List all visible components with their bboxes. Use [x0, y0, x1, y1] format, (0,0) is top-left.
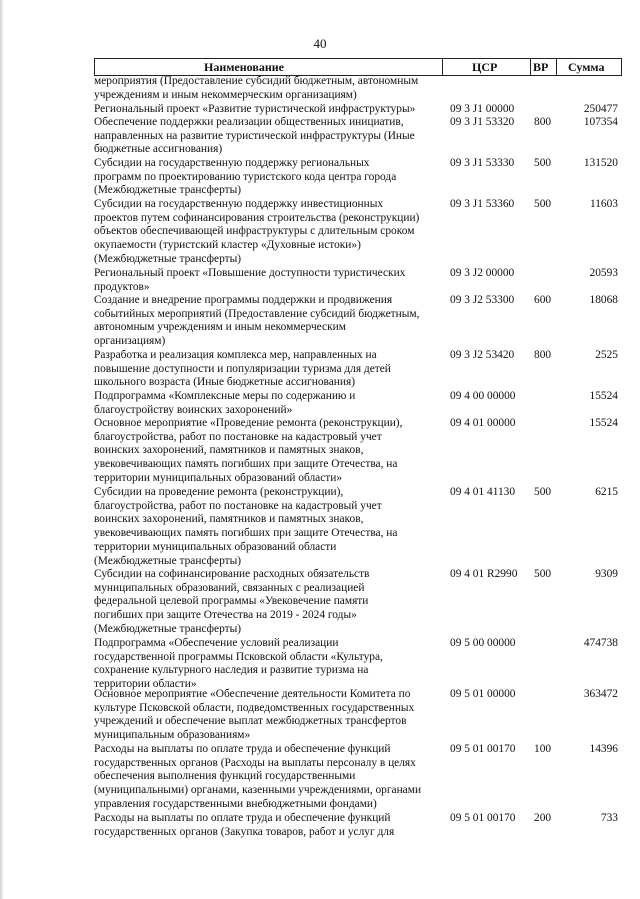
row-csr: 09 5 01 00000 — [450, 688, 516, 700]
header-csr: ЦСР — [472, 60, 498, 74]
row-csr: 09 4 01 00000 — [450, 417, 516, 429]
row-name: Основное мероприятие «Обеспечение деятельности Комитета по культуре Псковской области, подведомственных государственных учреждений и обеспечение выплат межбюджетных трансфертов муниципальным образованиям» — [94, 688, 415, 742]
column-divider — [94, 59, 95, 75]
row-sum: 15524 — [589, 417, 618, 429]
row-name: Расходы на выплаты по оплате труда и обеспечение функций государственных органов (Расходы на выплаты персоналу в целях обеспечения выполнения функций государственными (муниципальными) органами, казенными учреждениями, органами управления государственными внебюджетными фондами) — [94, 743, 422, 810]
row-vr: 500 — [534, 157, 552, 169]
column-divider — [556, 59, 557, 75]
row-vr: 500 — [534, 568, 552, 580]
header-name: Наименование — [204, 60, 284, 74]
row-csr: 09 3 J1 53330 — [450, 157, 515, 169]
row-csr: 09 5 00 00000 — [450, 637, 516, 649]
row-name: Подпрограмма «Комплексные меры по содержанию и благоустройству воинских захоронений» — [94, 390, 356, 416]
row-sum: 474738 — [583, 637, 618, 649]
row-name: Субсидии на государственную поддержку региональных программ по проектированию туристского кода центра города (Межбюджетные трансферты) — [94, 157, 397, 197]
row-name: мероприятия (Предоставление субсидий бюджетным, автономным учреждениям и иным некоммерческим организациям) — [94, 75, 419, 101]
header-vr: ВР — [533, 60, 549, 74]
row-name: Основное мероприятие «Проведение ремонта (реконструкции), благоустройства, работ по постановке на кадастровый учет воинских захоронений, памятников и памятных знаков, увековечивающих память погибших при защите Отечества, на территории муниципальных образований области» — [94, 417, 403, 484]
row-vr: 600 — [534, 294, 552, 306]
row-csr: 09 3 J1 53320 — [450, 116, 515, 128]
row-vr: 200 — [534, 812, 552, 824]
row-csr: 09 3 J2 53420 — [450, 349, 515, 361]
row-sum: 9309 — [595, 568, 618, 580]
row-csr: 09 5 01 00170 — [450, 812, 516, 824]
row-csr: 09 3 J2 53300 — [450, 294, 515, 306]
row-sum: 15524 — [589, 390, 618, 402]
row-sum: 18068 — [589, 294, 618, 306]
scan-edge-shadow — [0, 0, 4, 899]
column-divider — [442, 59, 443, 75]
column-divider — [530, 59, 531, 75]
row-csr: 09 4 01 R2990 — [450, 568, 518, 580]
row-vr: 500 — [534, 198, 552, 210]
row-vr: 100 — [534, 743, 552, 755]
row-sum: 131520 — [583, 157, 618, 169]
row-name: Подпрограмма «Обеспечение условий реализации государственной программы Псковской области «Культура, сохранение культурного наследия и развитие туризма на территории области» — [94, 637, 383, 691]
row-sum: 733 — [600, 812, 618, 824]
row-name: Расходы на выплаты по оплате труда и обеспечение функций государственных органов (Закупка товаров, работ и услуг для — [94, 812, 395, 838]
row-sum: 107354 — [583, 116, 618, 128]
column-divider — [621, 59, 622, 75]
row-name: Разработка и реализация комплекса мер, направленных на повышение доступности и популяризации туризма для детей школьного возраста (Иные бюджетные ассигнования) — [94, 349, 391, 389]
row-sum: 363472 — [583, 688, 618, 700]
row-sum: 14396 — [589, 743, 618, 755]
row-csr: 09 3 J1 00000 — [450, 103, 515, 115]
row-name: Субсидии на государственную поддержку инвестиционных проектов путем софинансирования строительства (реконструкции) объектов обеспечивающей инфраструктуры с длительным сроком окупаемости (туристский кластер «Духовные истоки») (Межбюджетные трансферты) — [94, 198, 420, 265]
row-name: Региональный проект «Повышение доступности туристических продуктов» — [94, 267, 406, 293]
row-sum: 2525 — [595, 349, 618, 361]
row-csr: 09 4 01 41130 — [450, 486, 516, 498]
row-csr: 09 3 J2 00000 — [450, 267, 515, 279]
page-number: 40 — [313, 36, 327, 51]
row-sum: 250477 — [583, 103, 618, 115]
row-sum: 20593 — [589, 267, 618, 279]
row-name: Создание и внедрение программы поддержки и продвижения событийных мероприятий (Предоставление субсидий бюджетным, автономным учреждениям и иным некоммерческим организациям) — [94, 294, 420, 348]
row-name: Субсидии на проведение ремонта (реконструкции), благоустройства, работ по постановке на кадастровый учет воинских захоронений, памятников и памятных знаков, увековечивающих память погибших при защите Отечества, на территории муниципальных образований области (Межбюджетные трансферты) — [94, 486, 398, 567]
header-sum: Сумма — [568, 60, 605, 74]
table-header — [94, 58, 622, 76]
row-name: Региональный проект «Развитие туристической инфраструктуры» — [94, 103, 416, 115]
row-vr: 800 — [534, 116, 552, 128]
row-name: Субсидии на софинансирование расходных обязательств муниципальных образований, связанных с реализацией федеральной целевой программы «Увековечение памяти погибших при защите Отечества на 2019 - 2024 годы» (Межбюджетные трансферты) — [94, 568, 370, 635]
row-csr: 09 3 J1 53360 — [450, 198, 515, 210]
row-csr: 09 5 01 00170 — [450, 743, 516, 755]
row-sum: 6215 — [595, 486, 618, 498]
row-name: Обеспечение поддержки реализации общественных инициатив, направленных на развитие туристической инфраструктуры (Иные бюджетные ассигнования) — [94, 116, 415, 156]
row-sum: 11603 — [589, 198, 618, 210]
row-vr: 500 — [534, 486, 552, 498]
row-csr: 09 4 00 00000 — [450, 390, 516, 402]
row-vr: 800 — [534, 349, 552, 361]
